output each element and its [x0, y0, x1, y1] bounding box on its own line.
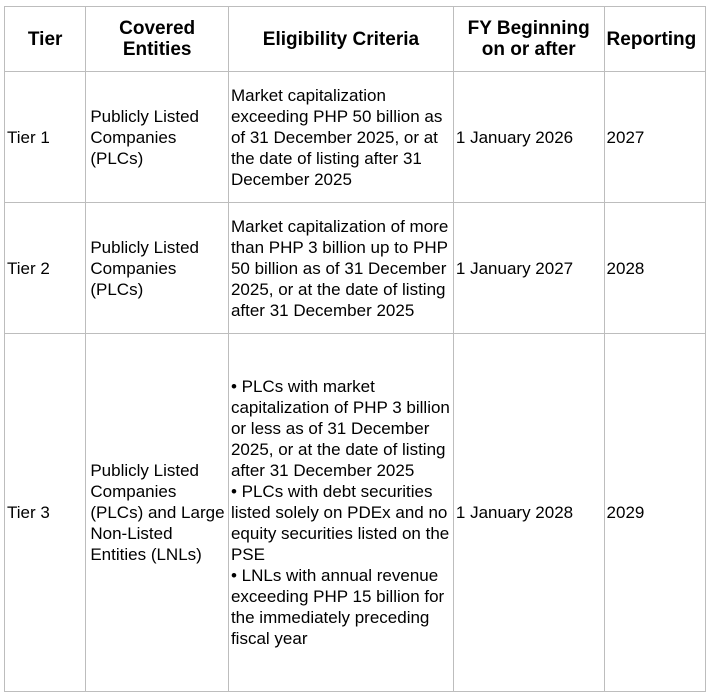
criteria-item: Market capitalization exceeding PHP 50 billion as of 31 December 2025, or at the date of listing after 31 December 2025 [230, 85, 443, 189]
table-row [5, 203, 706, 334]
table-row [5, 72, 706, 203]
criteria-item: • LNLs with annual revenue exceeding PHP 15 billion for the immediately preceding fiscal year [230, 566, 445, 648]
reporting-cell: 2029 [604, 334, 705, 692]
criteria-item: • PLCs with debt securities listed solely on PDEx and no equity securities listed on the PSE [230, 482, 450, 564]
fy-beginning-cell: 1 January 2026 [453, 72, 604, 203]
header-row [5, 7, 706, 72]
covered-entities-cell: Publicly Listed Companies (PLCs) [86, 203, 229, 334]
header-reporting: Reporting [604, 7, 705, 72]
header-eligibility-criteria: Eligibility Criteria [228, 7, 453, 72]
fy-beginning-cell: 1 January 2028 [453, 334, 604, 692]
reporting-cell: 2028 [604, 203, 705, 334]
table-row [5, 334, 706, 692]
tier-cell: Tier 1 [5, 72, 86, 203]
eligibility-criteria-cell [228, 72, 453, 203]
fy-beginning-cell: 1 January 2027 [453, 203, 604, 334]
tier-table [4, 6, 706, 692]
criteria-item: • PLCs with market capitalization of PHP 3 billion or less as of 31 December 2025, or at the date of listing after 31 December 2025 [230, 377, 450, 480]
covered-entities-cell: Publicly Listed Companies (PLCs) and Large Non-Listed Entities (LNLs) [86, 334, 229, 692]
header-covered-entities: Covered Entities [86, 7, 229, 72]
header-fy-beginning: FY Beginning on or after [453, 7, 604, 72]
eligibility-criteria-cell [228, 203, 453, 334]
tier-cell: Tier 3 [5, 334, 86, 692]
tier-cell: Tier 2 [5, 203, 86, 334]
header-tier: Tier [5, 7, 86, 72]
eligibility-criteria-cell [228, 334, 453, 692]
covered-entities-cell: Publicly Listed Companies (PLCs) [86, 72, 229, 203]
criteria-item: Market capitalization of more than PHP 3 billion up to PHP 50 billion as of 31 December 2025, or at the date of listing after 31 December 2025 [230, 216, 449, 320]
reporting-cell: 2027 [604, 72, 705, 203]
